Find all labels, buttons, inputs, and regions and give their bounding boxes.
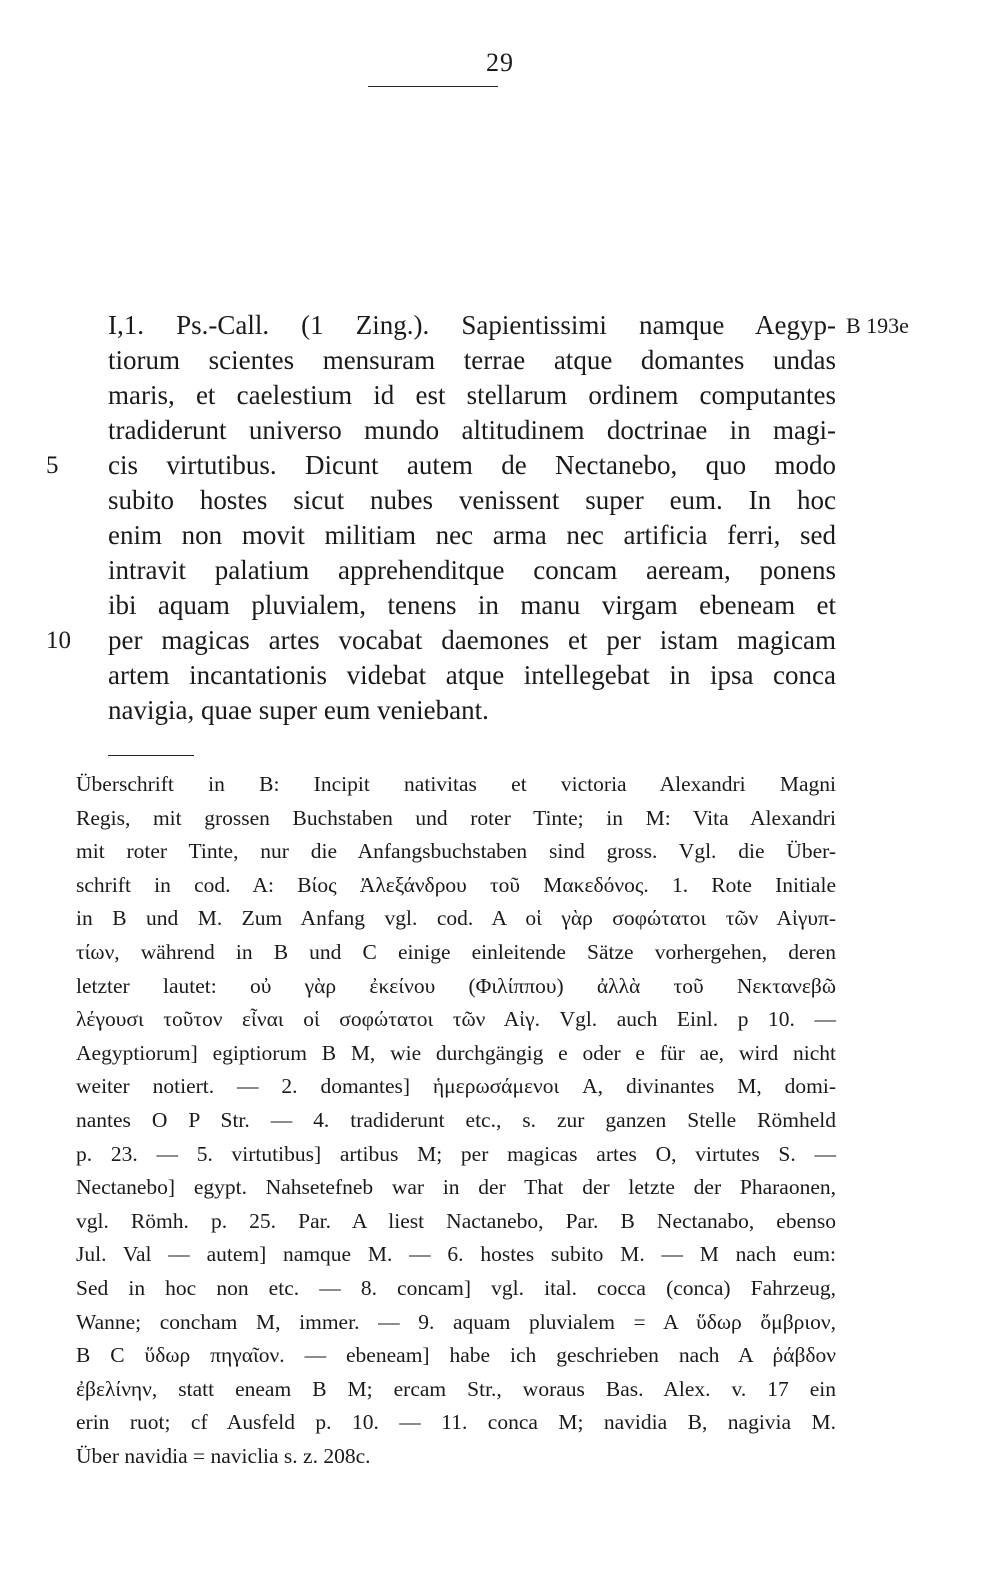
footnote-line: Über navidia = naviclia s. z. 208c. [76,1443,371,1468]
footnote-line: mit roter Tinte, nur die Anfangsbuchstaben sind gross. Vgl. die Über- [76,839,836,864]
line-text: subito hostes sicut nubes venissent super eum. In hoc [108,485,836,515]
margin-reference: B 193e [846,313,909,338]
footnote-line: λέγουσι τοῦτον εἶναι οἱ σοφώτατοι τῶν Αἰγ. Vgl. auch Einl. p 10. — [76,1007,836,1032]
page-number: 29 [486,48,514,77]
footnote-line: τίων, während in B und C einige einleitende Sätze vorhergehen, deren [76,939,836,964]
line-text: ibi aquam pluvialem, tenens in manu virgam ebeneam et [108,590,836,620]
footnote-line: Nectanebo] egypt. Nahsetefneb war in der That der letzte der Pharaonen, [76,1175,836,1200]
footnote-line: Aegyptiorum] egiptiorum B M, wie durchgängig e oder e für ae, wird nicht [76,1040,836,1065]
line-number: 5 [46,452,59,479]
text-line [108,378,836,413]
footnote-line: B C ὕδωρ πηγαῖον. — ebeneam] habe ich geschrieben nach A ῥάβδον [76,1343,836,1368]
line-text: tradiderunt universo mundo altitudinem doctrinae in magi- [108,415,836,445]
main-text [46,308,909,728]
text-line [108,518,836,553]
text-line [108,658,836,693]
line-text: maris, et caelestium id est stellarum ordinem computantes [108,380,836,410]
footnote-line: Regis, mit grossen Buchstaben und roter Tinte; in M: Vita Alexandri [76,805,836,830]
footnote-line: erin ruot; cf Ausfeld p. 10. — 11. conca M; navidia B, nagivia M. [76,1410,836,1435]
line-text: per magicas artes vocabat daemones et per istam magicam [108,625,836,655]
footnote-line: Jul. Val — autem] namque M. — 6. hostes subito M. — M nach eum: [76,1242,836,1267]
line-text: enim non movit militiam nec arma nec artificia ferri, sed [108,520,836,550]
line-text: artem incantationis videbat atque intellegebat in ipsa conca [108,660,836,690]
footnote-line: Überschrift in B: Incipit nativitas et victoria Alexandri Magni [76,772,836,796]
footnote-line: p. 23. — 5. virtutibus] artibus M; per magicas artes O, virtutes S. — [76,1141,836,1166]
text-line [46,448,836,483]
text-line [46,623,836,658]
text-line [108,553,836,588]
footnote-line: ἐβελίνην, statt eneam B M; ercam Str., woraus Bas. Alex. v. 17 ein [76,1376,836,1401]
line-text: tiorum scientes mensuram terrae atque domantes undas [108,345,836,375]
text-line [108,413,836,448]
footnote-line: nantes O P Str. — 4. tradiderunt etc., s. zur ganzen Stelle Römheld [76,1107,836,1132]
text-line [108,308,909,343]
line-text: intravit palatium apprehenditque concam aeream, ponens [108,555,836,585]
footnote-line: letzter lautet: οὐ γὰρ ἐκείνου (Φιλίππου) ἀλλὰ τοῦ Νεκτανεβῶ [76,973,836,998]
text-line [108,693,836,728]
footnote-separator [108,755,194,756]
footnote-line: Wanne; concham M, immer. — 9. aquam pluvialem = A ὕδωρ ὄμβριον, [76,1309,836,1334]
footnote-line: vgl. Römh. p. 25. Par. A liest Nactanebo, Par. B Nectanabo, ebenso [76,1208,836,1233]
footnote-line: schrift in cod. A: Βίος Ἀλεξάνδρου τοῦ Μακεδόνος. 1. Rote Initiale [76,872,836,897]
header-rule [368,86,498,87]
text-line [108,343,836,378]
line-text: cis virtutibus. Dicunt autem de Nectanebo, quo modo [108,450,836,480]
text-line [108,588,836,623]
text-line [108,483,836,518]
line-text: I,1. Ps.-Call. (1 Zing.). Sapientissimi namque Aegyp- [108,310,836,340]
line-number: 10 [46,627,71,654]
line-text: navigia, quae super eum veniebant. [108,695,489,725]
footnote-line: weiter notiert. — 2. domantes] ἡμερωσάμενοι A, divinantes M, domi- [76,1074,836,1099]
footnote-line: in B und M. Zum Anfang vgl. cod. A οἱ γὰρ σοφώτατοι τῶν Αἰγυπ- [76,906,836,931]
footnotes [76,768,836,1473]
footnote-line: Sed in hoc non etc. — 8. concam] vgl. ital. cocca (conca) Fahrzeug, [76,1275,836,1300]
